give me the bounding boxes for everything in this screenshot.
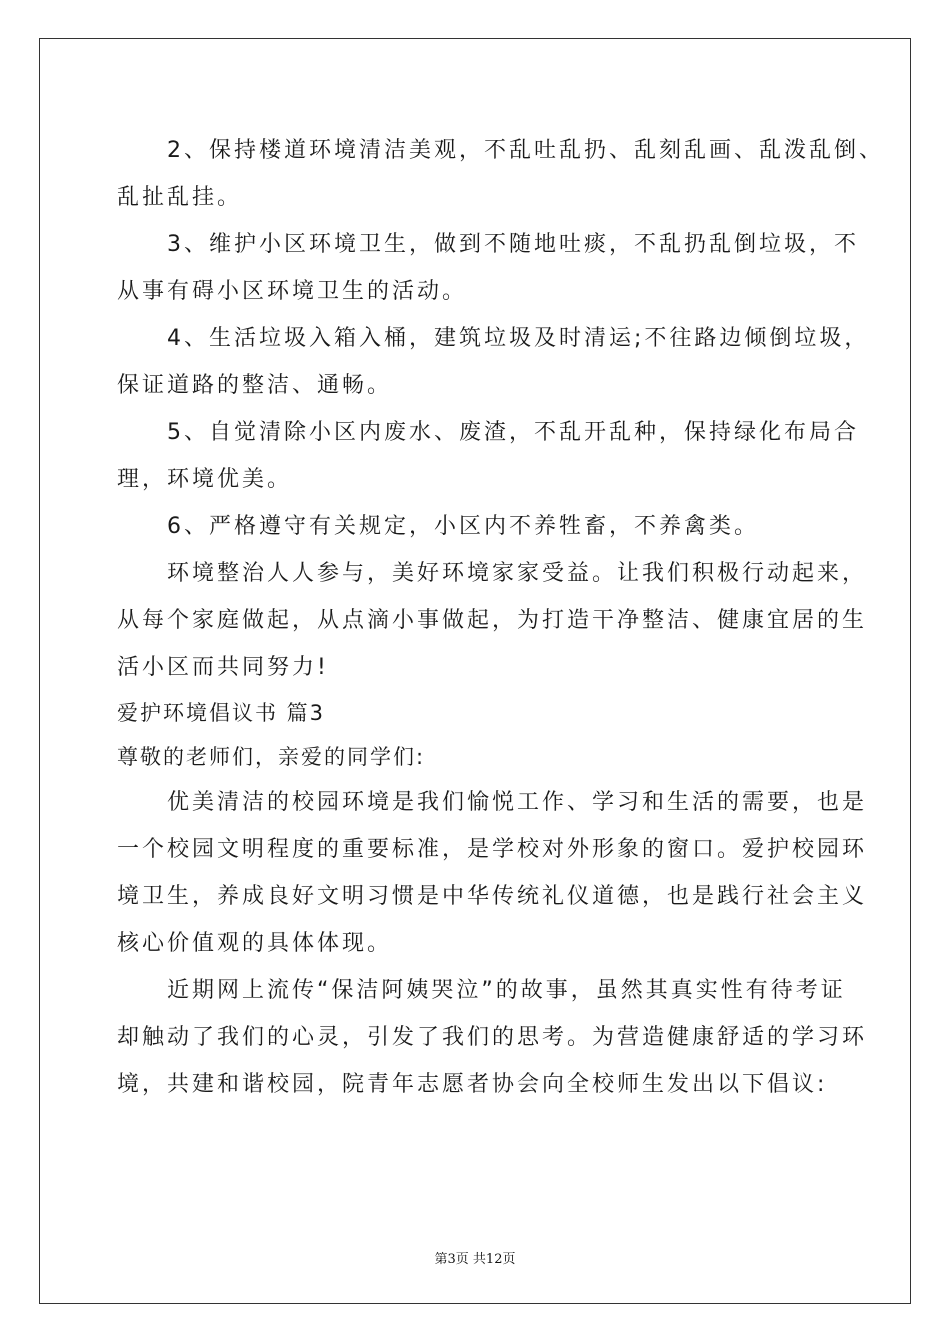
section-heading-line: 尊敬的老师们，亲爱的同学们: [117, 745, 426, 769]
paragraph-line: 近期网上流传“保洁阿姨哭泣”的故事，虽然其真实性有待考证 [117, 978, 846, 1003]
paragraph-line: 一个校园文明程度的重要标准，是学校对外形象的窗口。爱护校园环 [117, 837, 868, 862]
paragraph-line: 从每个家庭做起，从点滴小事做起，为打造干净整洁、健康宜居的生 [117, 608, 868, 633]
paragraph-line: 却触动了我们的心灵，引发了我们的思考。为营造健康舒适的学习环 [117, 1025, 868, 1050]
paragraph-line: 从事有碍小区环境卫生的活动。 [117, 279, 468, 304]
paragraph-line: 4、生活垃圾入箱入桶，建筑垃圾及时清运;不往路边倾倒垃圾， [117, 326, 870, 351]
paragraph-line: 境，共建和谐校园，院青年志愿者协会向全校师生发出以下倡议: [117, 1072, 828, 1097]
paragraph-line: 优美清洁的校园环境是我们愉悦工作、学习和生活的需要，也是 [117, 790, 868, 815]
paragraph-line: 保证道路的整洁、通畅。 [117, 373, 393, 398]
paragraph-line: 环境整治人人参与，美好环境家家受益。让我们积极行动起来， [117, 561, 868, 586]
paragraph-line: 6、严格遵守有关规定，小区内不养牲畜，不养禽类。 [117, 514, 759, 539]
section-heading-line: 爱护环境倡议书 篇3 [117, 701, 326, 725]
paragraph-line: 境卫生，养成良好文明习惯是中华传统礼仪道德，也是践行社会主义 [117, 884, 868, 909]
paragraph-line: 活小区而共同努力! [117, 655, 329, 680]
document-body [117, 127, 884, 1108]
paragraph-line: 乱扯乱挂。 [117, 185, 243, 210]
page-footer: 第3页 共12页 [434, 1252, 516, 1267]
paragraph-line: 核心价值观的具体体现。 [117, 931, 393, 956]
paragraph-line: 理，环境优美。 [117, 467, 293, 492]
paragraph-line: 5、自觉清除小区内废水、废渣，不乱开乱种，保持绿化布局合 [117, 420, 859, 445]
paragraph-line: 3、维护小区环境卫生，做到不随地吐痰，不乱扔乱倒垃圾，不 [117, 232, 859, 257]
paragraph-line: 2、保持楼道环境清洁美观，不乱吐乱扔、乱刻乱画、乱泼乱倒、 [117, 138, 884, 163]
